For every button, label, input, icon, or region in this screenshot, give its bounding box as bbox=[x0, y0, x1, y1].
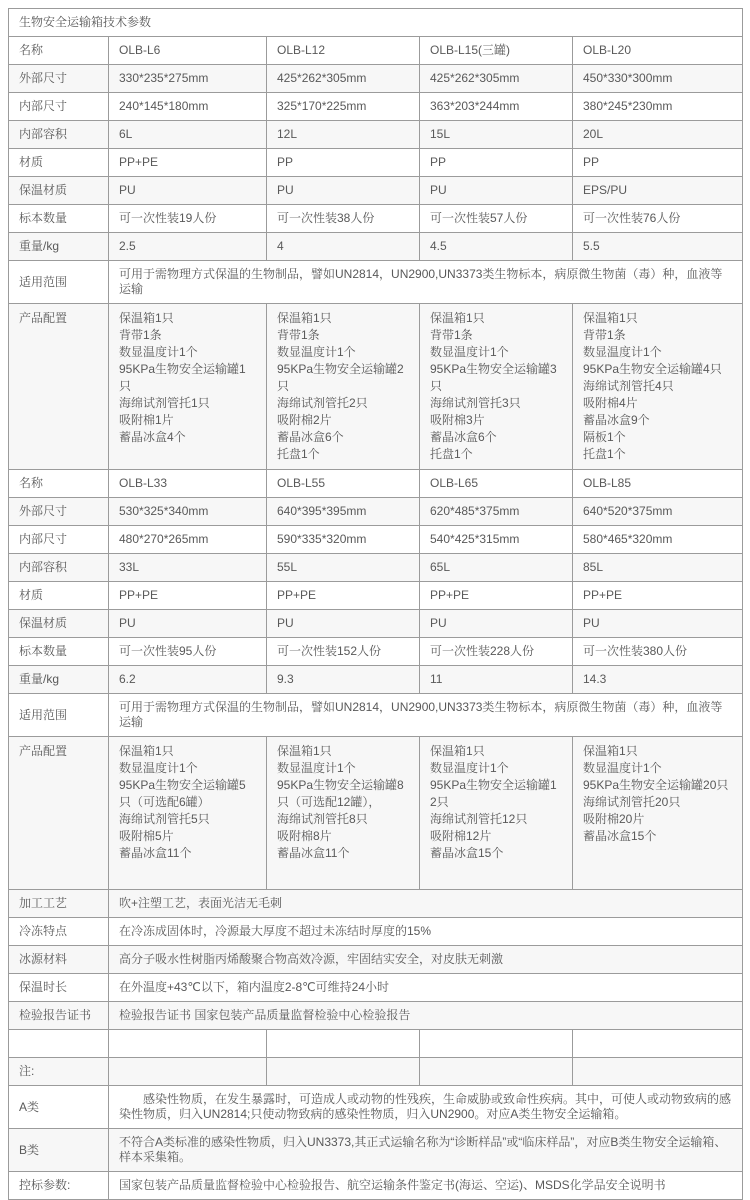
row-value bbox=[573, 737, 743, 890]
row-value: 11 bbox=[420, 666, 573, 694]
config-line: 海绵试剂管托2只 bbox=[277, 396, 368, 410]
row-value bbox=[420, 737, 573, 890]
table-row bbox=[9, 974, 743, 1002]
config-line: 海绵试剂管托8只 bbox=[277, 812, 368, 826]
config-line: 95KPa生物安全运输罐20只 bbox=[583, 778, 729, 792]
row-value: 6L bbox=[109, 121, 267, 149]
row-value: 国家包装产品质量监督检验中心检验报告、航空运输条件鉴定书(海运、空运)、MSDS化学品安全说明书 bbox=[109, 1172, 743, 1200]
row-value: 580*465*320mm bbox=[573, 526, 743, 554]
config-line: 吸附棉3片 bbox=[430, 413, 485, 427]
row-value: 425*262*305mm bbox=[267, 65, 420, 93]
row-value: 33L bbox=[109, 554, 267, 582]
row-value bbox=[109, 1030, 267, 1058]
config-line: 蓄晶冰盒6个 bbox=[430, 430, 497, 444]
row-value: PP bbox=[573, 149, 743, 177]
row-value bbox=[420, 304, 573, 470]
row-value: PU bbox=[109, 177, 267, 205]
config-line: 数显温度计1个 bbox=[277, 345, 356, 359]
row-label: 加工工艺 bbox=[9, 890, 109, 918]
row-value: 高分子吸水性树脂丙烯酸聚合物高效冷源，牢固结实安全，对皮肤无刺激 bbox=[109, 946, 743, 974]
row-value: 在外温度+43℃以下，箱内温度2-8℃可维持24小时 bbox=[109, 974, 743, 1002]
config-line: 托盘1个 bbox=[583, 447, 626, 461]
config-line: 保温箱1只 bbox=[583, 311, 638, 325]
config-line: 蓄晶冰盒9个 bbox=[583, 413, 650, 427]
table-row bbox=[9, 610, 743, 638]
row-value: 可一次性装380人份 bbox=[573, 638, 743, 666]
table-row bbox=[9, 638, 743, 666]
row-value: 检验报告证书 国家包装产品质量监督检验中心检验报告 bbox=[109, 1002, 743, 1030]
table-row bbox=[9, 205, 743, 233]
row-value: PU bbox=[267, 177, 420, 205]
table-row bbox=[9, 177, 743, 205]
table-row bbox=[9, 149, 743, 177]
config-line: 海绵试剂管托5只 bbox=[119, 812, 210, 826]
config-line: 蓄晶冰盒11个 bbox=[119, 846, 192, 860]
row-label: 标本数量 bbox=[9, 638, 109, 666]
config-line: 数显温度计1个 bbox=[430, 761, 509, 775]
table-row bbox=[9, 121, 743, 149]
table-row bbox=[9, 694, 743, 737]
config-line: 背带1条 bbox=[430, 328, 473, 342]
table-row bbox=[9, 1086, 743, 1129]
row-value: 可用于需物理方式保温的生物制品，譬如UN2814，UN2900,UN3373类生物标本，病原微生物菌（毒）种，血液等运输 bbox=[109, 261, 743, 304]
config-line: 保温箱1只 bbox=[119, 311, 174, 325]
config-line: 海绵试剂管托12只 bbox=[430, 812, 528, 826]
config-line: 吸附棉1片 bbox=[119, 413, 174, 427]
row-value bbox=[267, 304, 420, 470]
row-value: PU bbox=[109, 610, 267, 638]
row-value bbox=[573, 1058, 743, 1086]
row-value: 4 bbox=[267, 233, 420, 261]
row-value: 240*145*180mm bbox=[109, 93, 267, 121]
table-section bbox=[9, 890, 743, 1200]
config-line: 保温箱1只 bbox=[430, 744, 485, 758]
row-value: 540*425*315mm bbox=[420, 526, 573, 554]
table-row bbox=[9, 946, 743, 974]
config-line: 蓄晶冰盒15个 bbox=[583, 829, 657, 843]
config-line: 蓄晶冰盒15个 bbox=[430, 846, 504, 860]
row-value: OLB-L6 bbox=[109, 37, 267, 65]
row-value: PP bbox=[267, 149, 420, 177]
row-value: 480*270*265mm bbox=[109, 526, 267, 554]
row-value: PU bbox=[420, 177, 573, 205]
row-value bbox=[420, 1058, 573, 1086]
config-line: 隔板1个 bbox=[583, 430, 626, 444]
config-line: 95KPa生物安全运输罐4只 bbox=[583, 362, 722, 376]
table-section bbox=[9, 470, 743, 890]
title-section bbox=[9, 9, 743, 37]
row-label: 保温时长 bbox=[9, 974, 109, 1002]
table-row bbox=[9, 890, 743, 918]
row-label: 检验报告证书 bbox=[9, 1002, 109, 1030]
row-value: 530*325*340mm bbox=[109, 498, 267, 526]
row-value: 4.5 bbox=[420, 233, 573, 261]
row-label: B类 bbox=[9, 1129, 109, 1172]
row-value: EPS/PU bbox=[573, 177, 743, 205]
row-value: 可一次性装152人份 bbox=[267, 638, 420, 666]
table-row bbox=[9, 304, 743, 470]
row-value: 可一次性装57人份 bbox=[420, 205, 573, 233]
row-label: 适用范围 bbox=[9, 261, 109, 304]
row-label: 保温材质 bbox=[9, 177, 109, 205]
title-row bbox=[9, 9, 743, 37]
row-value: PP bbox=[420, 149, 573, 177]
config-line: 95KPa生物安全运输罐12只 bbox=[430, 778, 557, 809]
spec-table bbox=[8, 8, 743, 1200]
row-label: 注: bbox=[9, 1058, 109, 1086]
config-line: 海绵试剂管托20只 bbox=[583, 795, 681, 809]
config-line: 吸附棉12片 bbox=[430, 829, 492, 843]
row-value: 可一次性装38人份 bbox=[267, 205, 420, 233]
row-label: A类 bbox=[9, 1086, 109, 1129]
config-line: 数显温度计1个 bbox=[583, 345, 662, 359]
config-line: 数显温度计1个 bbox=[583, 761, 662, 775]
row-value: PU bbox=[573, 610, 743, 638]
table-row bbox=[9, 261, 743, 304]
row-value: 14.3 bbox=[573, 666, 743, 694]
row-label bbox=[9, 1030, 109, 1058]
table-row bbox=[9, 582, 743, 610]
table-row bbox=[9, 1129, 743, 1172]
config-line: 数显温度计1个 bbox=[119, 345, 198, 359]
row-value: 325*170*225mm bbox=[267, 93, 420, 121]
table-row bbox=[9, 666, 743, 694]
row-value: 640*520*375mm bbox=[573, 498, 743, 526]
row-label: 材质 bbox=[9, 149, 109, 177]
row-value: 640*395*395mm bbox=[267, 498, 420, 526]
row-value: 可一次性装19人份 bbox=[109, 205, 267, 233]
row-value: 5.5 bbox=[573, 233, 743, 261]
config-line: 背带1条 bbox=[277, 328, 320, 342]
row-label: 控标参数: bbox=[9, 1172, 109, 1200]
table-row bbox=[9, 470, 743, 498]
row-label: 外部尺寸 bbox=[9, 498, 109, 526]
table-row bbox=[9, 233, 743, 261]
table-section bbox=[9, 37, 743, 470]
table-row bbox=[9, 554, 743, 582]
config-line: 保温箱1只 bbox=[277, 311, 332, 325]
row-label: 标本数量 bbox=[9, 205, 109, 233]
table-row bbox=[9, 737, 743, 890]
config-line: 海绵试剂管托1只 bbox=[119, 396, 210, 410]
config-line: 海绵试剂管托3只 bbox=[430, 396, 521, 410]
page-title: 生物安全运输箱技术参数 bbox=[9, 9, 743, 37]
row-value: PU bbox=[267, 610, 420, 638]
row-label: 产品配置 bbox=[9, 737, 109, 890]
row-value: 590*335*320mm bbox=[267, 526, 420, 554]
row-value: 9.3 bbox=[267, 666, 420, 694]
row-value: PP+PE bbox=[109, 149, 267, 177]
config-line: 蓄晶冰盒11个 bbox=[277, 846, 350, 860]
row-value: 可一次性装76人份 bbox=[573, 205, 743, 233]
row-label: 名称 bbox=[9, 37, 109, 65]
row-value: 620*485*375mm bbox=[420, 498, 573, 526]
config-line: 95KPa生物安全运输罐8只（可选配12罐）， bbox=[277, 778, 404, 809]
row-value: 330*235*275mm bbox=[109, 65, 267, 93]
table-row bbox=[9, 1172, 743, 1200]
row-value: 可用于需物理方式保温的生物制品，譬如UN2814，UN2900,UN3373类生物标本，病原微生物菌（毒）种，血液等运输 bbox=[109, 694, 743, 737]
row-value bbox=[109, 737, 267, 890]
row-label: 适用范围 bbox=[9, 694, 109, 737]
row-label: 名称 bbox=[9, 470, 109, 498]
row-label: 材质 bbox=[9, 582, 109, 610]
row-value: OLB-L12 bbox=[267, 37, 420, 65]
config-line: 吸附棉2片 bbox=[277, 413, 332, 427]
row-value: OLB-L15(三罐) bbox=[420, 37, 573, 65]
config-line: 蓄晶冰盒6个 bbox=[277, 430, 344, 444]
config-line: 95KPa生物安全运输罐5只（可选配6罐） bbox=[119, 778, 246, 809]
config-line: 吸附棉20片 bbox=[583, 812, 645, 826]
row-value: OLB-L33 bbox=[109, 470, 267, 498]
row-value: 6.2 bbox=[109, 666, 267, 694]
config-line: 保温箱1只 bbox=[119, 744, 174, 758]
config-line: 海绵试剂管托4只 bbox=[583, 379, 674, 393]
table-row bbox=[9, 93, 743, 121]
row-value: OLB-L55 bbox=[267, 470, 420, 498]
config-line: 保温箱1只 bbox=[583, 744, 638, 758]
table-row bbox=[9, 37, 743, 65]
row-label: 内部尺寸 bbox=[9, 526, 109, 554]
table-row bbox=[9, 918, 743, 946]
row-value: OLB-L20 bbox=[573, 37, 743, 65]
table-row bbox=[9, 1058, 743, 1086]
row-value: 可一次性装228人份 bbox=[420, 638, 573, 666]
row-value: PU bbox=[420, 610, 573, 638]
config-line: 蓄晶冰盒4个 bbox=[119, 430, 186, 444]
row-value: PP+PE bbox=[573, 582, 743, 610]
table-row bbox=[9, 498, 743, 526]
row-value bbox=[420, 1030, 573, 1058]
row-value: 15L bbox=[420, 121, 573, 149]
row-label: 重量/kg bbox=[9, 233, 109, 261]
row-label: 内部容积 bbox=[9, 554, 109, 582]
row-value bbox=[573, 1030, 743, 1058]
config-line: 保温箱1只 bbox=[277, 744, 332, 758]
row-value: 吹+注塑工艺，表面光洁无毛刺 bbox=[109, 890, 743, 918]
row-value: 425*262*305mm bbox=[420, 65, 573, 93]
row-value: 85L bbox=[573, 554, 743, 582]
row-value bbox=[109, 304, 267, 470]
row-value: OLB-L85 bbox=[573, 470, 743, 498]
config-line: 吸附棉5片 bbox=[119, 829, 174, 843]
config-line: 数显温度计1个 bbox=[119, 761, 198, 775]
row-value bbox=[573, 304, 743, 470]
config-line: 托盘1个 bbox=[430, 447, 473, 461]
config-line: 背带1条 bbox=[119, 328, 162, 342]
row-value: 450*330*300mm bbox=[573, 65, 743, 93]
table-row bbox=[9, 526, 743, 554]
row-value: OLB-L65 bbox=[420, 470, 573, 498]
config-line: 95KPa生物安全运输罐1只 bbox=[119, 362, 246, 393]
config-line: 吸附棉4片 bbox=[583, 396, 638, 410]
config-line: 数显温度计1个 bbox=[430, 345, 509, 359]
config-line: 保温箱1只 bbox=[430, 311, 485, 325]
row-value: 55L bbox=[267, 554, 420, 582]
table-row bbox=[9, 1030, 743, 1058]
row-label: 重量/kg bbox=[9, 666, 109, 694]
row-value bbox=[267, 1030, 420, 1058]
config-line: 吸附棉8片 bbox=[277, 829, 332, 843]
row-value: 在冷冻成固体时，冷源最大厚度不超过未冻结时厚度的15% bbox=[109, 918, 743, 946]
config-line: 数显温度计1个 bbox=[277, 761, 356, 775]
config-line: 95KPa生物安全运输罐3只 bbox=[430, 362, 557, 393]
table-row bbox=[9, 65, 743, 93]
row-value bbox=[109, 1058, 267, 1086]
row-label: 保温材质 bbox=[9, 610, 109, 638]
row-value: 65L bbox=[420, 554, 573, 582]
row-value bbox=[267, 737, 420, 890]
row-value: PP+PE bbox=[109, 582, 267, 610]
row-label: 内部尺寸 bbox=[9, 93, 109, 121]
row-value: 感染性物质，在发生暴露时，可造成人或动物的性残疾，生命威胁或致命性疾病。其中，可使人或动物致病的感染性物质，归入UN2814;只使动物致病的感染性物质，归入UN2900。对应A类生物安全运输箱。 bbox=[109, 1086, 743, 1129]
config-line: 95KPa生物安全运输罐2只 bbox=[277, 362, 404, 393]
row-value: 不符合A类标准的感染性物质，归入UN3373,其正式运输名称为“诊断样品”或“临床样品”，对应B类生物安全运输箱、样本采集箱。 bbox=[109, 1129, 743, 1172]
row-value: 363*203*244mm bbox=[420, 93, 573, 121]
row-label: 产品配置 bbox=[9, 304, 109, 470]
row-label: 内部容积 bbox=[9, 121, 109, 149]
row-label: 外部尺寸 bbox=[9, 65, 109, 93]
row-label: 冷冻特点 bbox=[9, 918, 109, 946]
row-value: 2.5 bbox=[109, 233, 267, 261]
config-line: 背带1条 bbox=[583, 328, 626, 342]
row-value: 可一次性装95人份 bbox=[109, 638, 267, 666]
row-label: 冰源材料 bbox=[9, 946, 109, 974]
config-line: 托盘1个 bbox=[277, 447, 320, 461]
row-value bbox=[267, 1058, 420, 1086]
row-value: PP+PE bbox=[267, 582, 420, 610]
row-value: 380*245*230mm bbox=[573, 93, 743, 121]
row-value: PP+PE bbox=[420, 582, 573, 610]
table-row bbox=[9, 1002, 743, 1030]
row-value: 12L bbox=[267, 121, 420, 149]
row-value: 20L bbox=[573, 121, 743, 149]
